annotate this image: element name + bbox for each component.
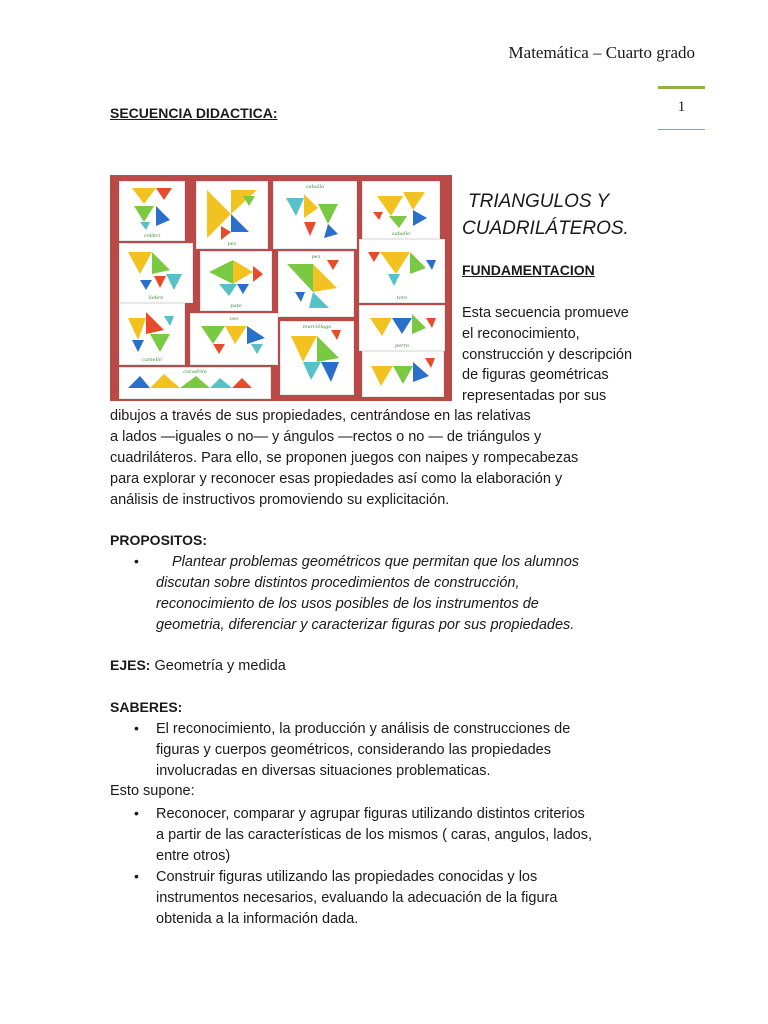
text-line: obtenida a la información dada. <box>156 911 359 927</box>
tangram-card <box>119 243 193 303</box>
text-line: el reconocimiento, <box>462 325 580 342</box>
tangram-label: perro <box>395 343 409 349</box>
ejes-label: EJES: <box>110 657 151 673</box>
fundamentacion-text-wide <box>110 406 670 511</box>
text-line: cuadriláteros. Para ello, se proponen juegos con naipes y rompecabezas <box>110 450 579 466</box>
text-line: representadas por sus <box>462 388 607 405</box>
main-title-line: TRIANGULOS Y <box>468 191 610 212</box>
esto-supone-text: Esto supone: <box>110 783 195 799</box>
text-line: reconocimiento de los usos posibles de los instrumentos de <box>156 596 539 612</box>
text-line: análisis de instructivos promoviendo su explicitación. <box>110 492 450 508</box>
section-title: SECUENCIA DIDACTICA: <box>110 105 278 121</box>
bullet: • <box>134 553 139 569</box>
tangram-collage-image <box>110 175 452 401</box>
main-title <box>462 188 629 242</box>
text-line: para explorar y reconocer esas propiedades así como la elaboración y <box>110 471 563 487</box>
tangram-card <box>359 305 445 351</box>
tangram-label: cocodrilo <box>183 369 207 375</box>
text-line: Construir figuras utilizando las propiedades conocidas y los <box>156 869 538 885</box>
page-number-box <box>658 86 705 130</box>
tangram-card <box>278 251 354 317</box>
saberes-heading: SABERES: <box>110 699 183 715</box>
saberes-list-item <box>156 867 557 930</box>
text-line: geometria, diferenciar y caracterizar figuras por sus propiedades. <box>156 617 575 633</box>
text-line: dibujos a través de sus propiedades, centrándose en las relativas <box>110 408 531 424</box>
saberes-list-item <box>156 719 570 782</box>
text-line: construcción y descripción <box>462 346 633 363</box>
ejes-value: Geometría y medida <box>150 658 286 674</box>
tangram-card <box>190 313 278 365</box>
bullet: • <box>134 720 139 736</box>
saberes-list-item <box>156 804 592 867</box>
ejes-line <box>110 657 286 674</box>
text-line: discutan sobre distintos procedimientos de construcción, <box>156 575 520 591</box>
tangram-label: caballo <box>305 184 325 190</box>
bullet: • <box>134 868 139 884</box>
tangram-card <box>119 367 271 399</box>
bullet: • <box>134 805 139 821</box>
tangram-card <box>359 239 445 303</box>
text-line: El reconocimiento, la producción y análisis de construcciones de <box>156 721 571 737</box>
tangram-label: camello <box>142 357 162 363</box>
text-line: involucradas en diversas situaciones problematicas. <box>156 763 491 779</box>
fundamentacion-heading: FUNDAMENTACION <box>462 262 595 278</box>
tangram-card <box>273 181 357 249</box>
tangram-label: colibrí <box>143 233 161 239</box>
text-line: a lados —iguales o no— y ángulos —rectos o no — de triángulos y <box>110 429 542 445</box>
main-title-line: CUADRILÁTEROS. <box>462 218 629 239</box>
tangram-card <box>362 181 440 239</box>
propositos-heading: PROPOSITOS: <box>110 532 207 548</box>
text-line: figuras y cuerpos geométricos, considerando las propiedades <box>156 742 551 758</box>
page-number: 1 <box>677 99 686 115</box>
text-line: Reconocer, comparar y agrupar figuras utilizando distintos criterios <box>156 806 585 822</box>
tangram-card <box>280 321 354 395</box>
header-course-title: Matemática – Cuarto grado <box>508 43 695 62</box>
text-line: Plantear problemas geométricos que permitan que los alumnos <box>172 554 580 570</box>
page-box-bottom-rule <box>658 129 705 130</box>
text-line: a partir de las características de los mismos ( caras, angulos, lados, <box>156 827 592 843</box>
tangram-label: pato <box>230 303 242 309</box>
tangram-card <box>119 303 185 365</box>
tangram-card <box>200 251 272 311</box>
tangram-label: caballo <box>391 231 411 237</box>
tangram-label: pez <box>311 254 321 260</box>
fundamentacion-text-narrow <box>462 303 632 407</box>
propositos-list-item <box>156 552 579 636</box>
tangram-card <box>119 181 185 241</box>
tangram-label: murciélago <box>302 324 332 330</box>
tangram-label: pez <box>227 241 237 247</box>
tangram-label: liebre <box>148 295 164 301</box>
tangram-card <box>362 351 444 397</box>
tangram-label: toro <box>396 295 408 301</box>
text-line: instrumentos necesarios, evaluando la adecuación de la figura <box>156 890 558 906</box>
text-line: de figuras geométricas <box>462 367 609 384</box>
tangram-card <box>196 181 268 249</box>
tangram-label: oso <box>229 316 239 322</box>
text-line: Esta secuencia promueve <box>462 305 629 321</box>
text-line: entre otros) <box>156 848 231 864</box>
page-box-top-rule <box>658 86 705 89</box>
